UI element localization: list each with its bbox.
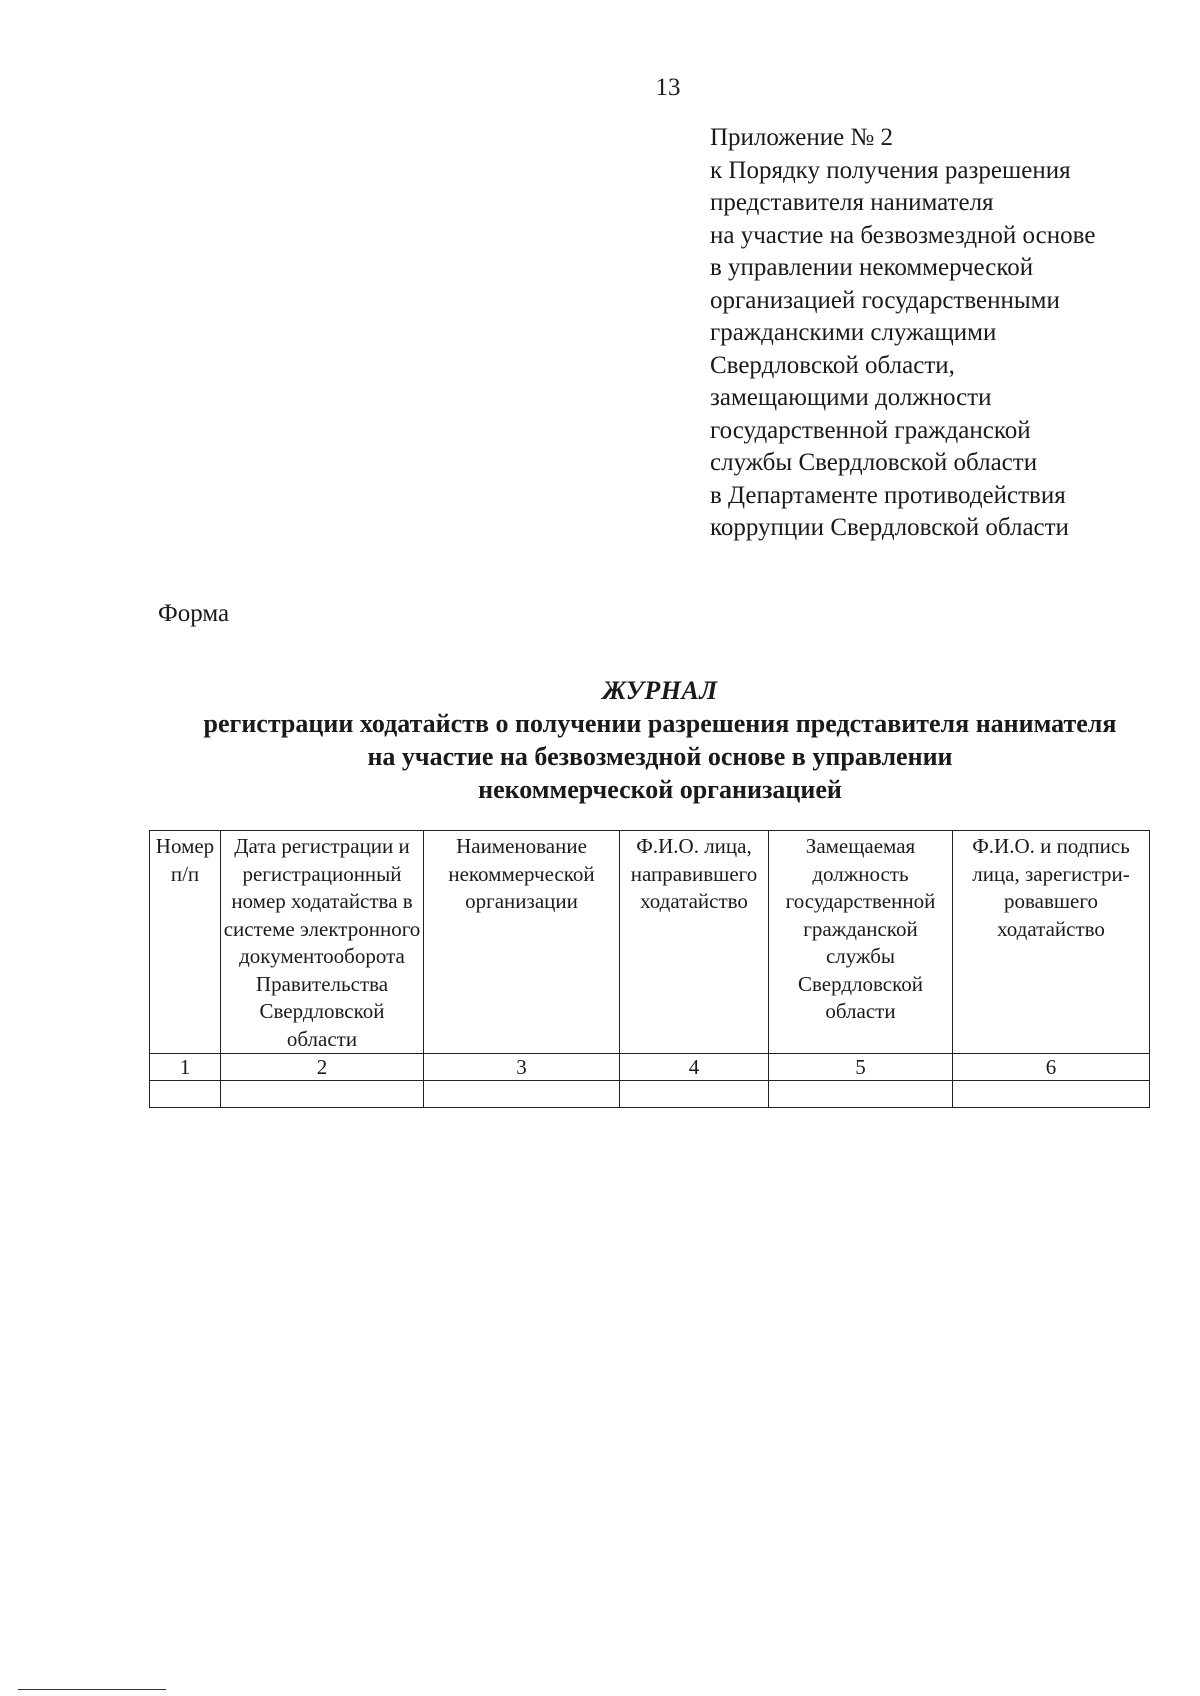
appendix-line: к Порядку получения разрешения: [710, 156, 1071, 184]
header-position: Замещаемая должность государственной гражданской службы Свердловской области: [769, 831, 953, 1054]
empty-cell: [769, 1081, 953, 1108]
appendix-line: в Департаменте противодействия: [710, 481, 1066, 509]
header-registrar-signature: Ф.И.О. и подпись лица, зарегистри-ровавшего ходатайство: [953, 831, 1150, 1054]
appendix-line: государственной гражданской: [710, 416, 1031, 444]
appendix-line: Приложение № 2: [710, 124, 894, 151]
header-registration-date: Дата регистрации и регистрационный номер ходатайства в системе электронного документооборота Правительства Свердловской области: [221, 831, 424, 1054]
journal-title: [150, 674, 1170, 806]
header-organization-name: Наименование некоммерческой организации: [424, 831, 620, 1054]
column-number: 5: [769, 1054, 953, 1081]
empty-cell: [620, 1081, 769, 1108]
journal-heading: ЖУРНАЛ: [602, 676, 718, 705]
journal-table: [149, 830, 1150, 1108]
form-label: Форма: [158, 600, 230, 627]
empty-cell: [424, 1081, 620, 1108]
header-number: Номер п/п: [150, 831, 221, 1054]
column-number: 4: [620, 1054, 769, 1081]
empty-cell: [221, 1081, 424, 1108]
column-number: 2: [221, 1054, 424, 1081]
appendix-line: на участие на безвозмездной основе: [710, 221, 1096, 249]
appendix-line: службы Свердловской области: [710, 449, 1038, 476]
appendix-line: в управлении некоммерческой: [710, 254, 1034, 281]
journal-subtitle-line: регистрации ходатайств о получении разрешения представителя нанимателя: [203, 709, 1117, 738]
journal-subtitle-line: некоммерческой организацией: [478, 775, 842, 804]
column-number: 6: [953, 1054, 1150, 1081]
appendix-line: Свердловской области,: [710, 351, 955, 379]
table-header-row: [150, 831, 1150, 1054]
appendix-line: представителя нанимателя: [710, 189, 994, 216]
table-row: [150, 1081, 1150, 1108]
appendix-block: [710, 122, 1180, 545]
empty-cell: [953, 1081, 1150, 1108]
footnote-divider: [18, 1689, 166, 1690]
header-sender-name: Ф.И.О. лица, направившего ходатайство: [620, 831, 769, 1054]
appendix-line: замещающими должности: [710, 384, 992, 411]
journal-subtitle-line: на участие на безвозмездной основе в управлении: [367, 742, 953, 771]
appendix-line: организацией государственными: [710, 286, 1060, 314]
appendix-line: коррупции Свердловской области: [710, 514, 1069, 541]
column-number: 1: [150, 1054, 221, 1081]
column-number: 3: [424, 1054, 620, 1081]
empty-cell: [150, 1081, 221, 1108]
appendix-line: гражданскими служащими: [710, 319, 997, 346]
column-number-row: [150, 1054, 1150, 1081]
page-number: 13: [655, 74, 681, 101]
